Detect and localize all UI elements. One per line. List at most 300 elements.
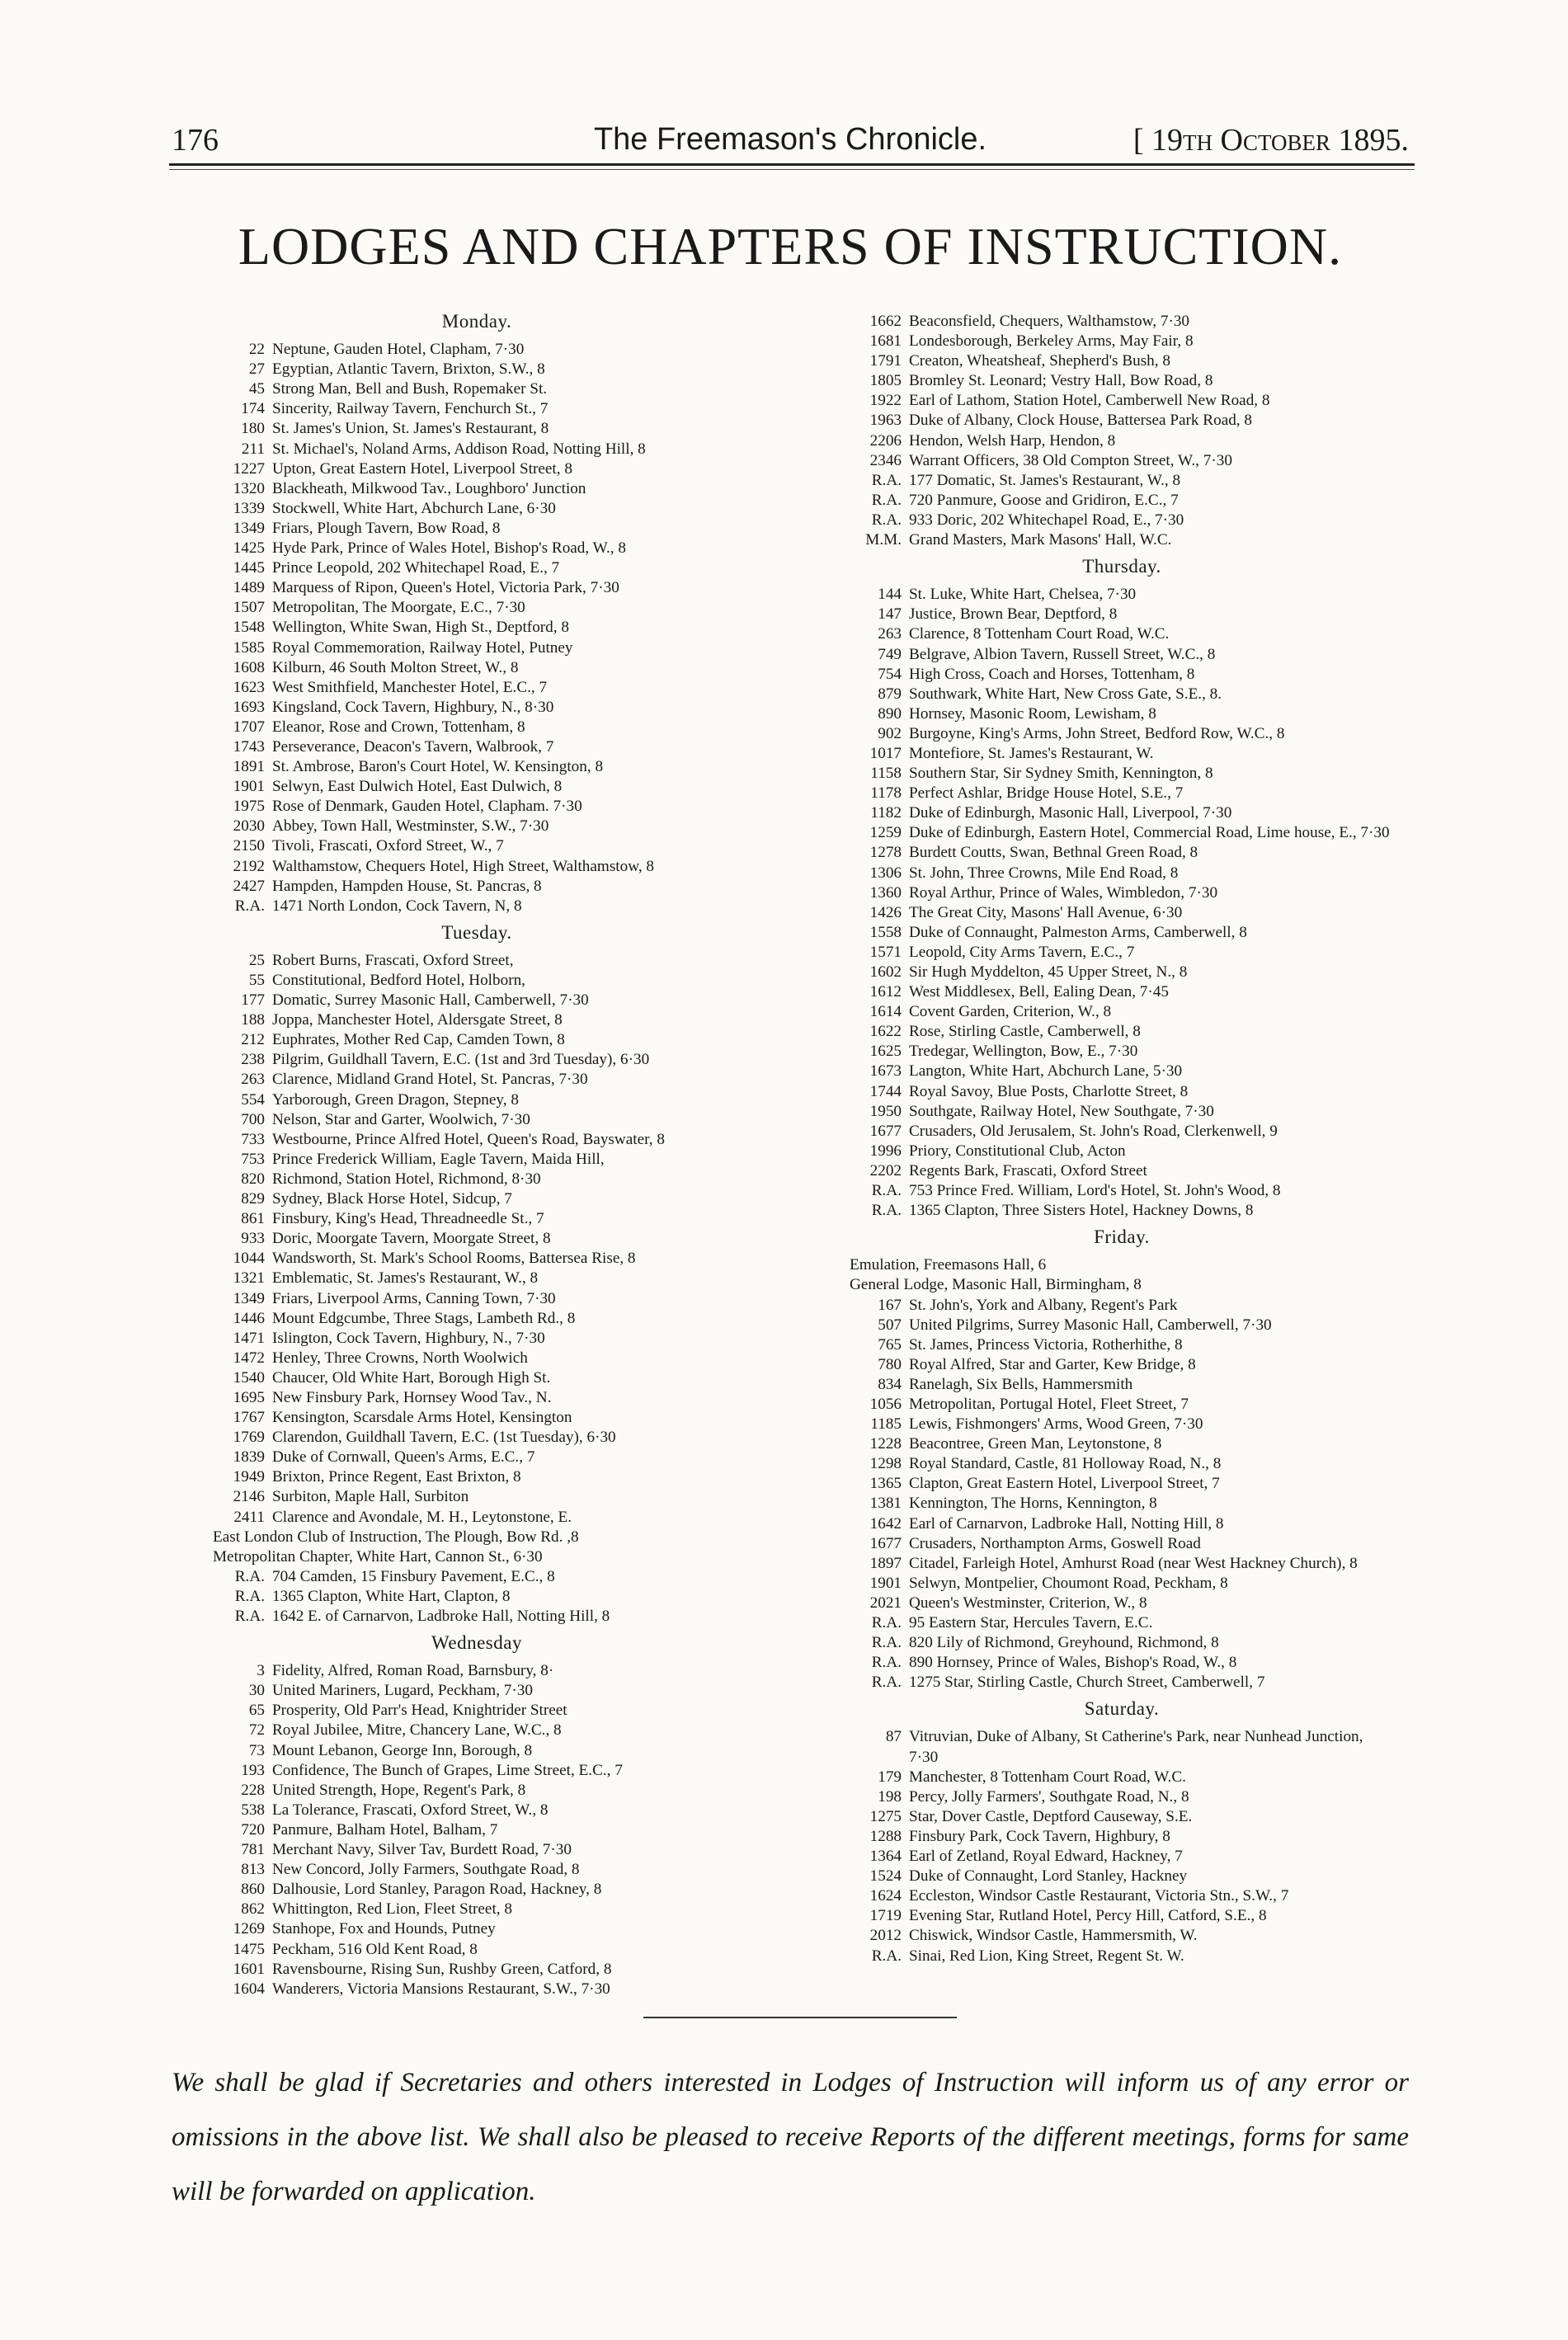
lodge-number: 1673 bbox=[869, 1062, 902, 1081]
lodge-entry bbox=[213, 1840, 741, 1860]
lodge-entry bbox=[213, 379, 741, 399]
lodge-number: 1975 bbox=[233, 798, 265, 816]
page-number: 176 bbox=[172, 123, 219, 158]
lodge-details: Domatic, Surrey Masonic Hall, Camberwell, 7·30 bbox=[272, 991, 589, 1010]
lodge-entry bbox=[850, 665, 1394, 685]
lodge-number: 193 bbox=[241, 1761, 265, 1779]
lodge-number: 1017 bbox=[869, 744, 902, 762]
lodge-entry bbox=[850, 704, 1394, 724]
lodge-details: Clapton, Great Eastern Hotel, Liverpool Street, 7 bbox=[909, 1475, 1220, 1493]
lodge-details: West Smithfield, Manchester Hotel, E.C., 7 bbox=[272, 678, 548, 696]
lodge-details: Belgrave, Albion Tavern, Russell Street, W.C., 8 bbox=[909, 645, 1216, 663]
lodge-details: Ranelagh, Six Bells, Hammersmith bbox=[909, 1375, 1133, 1393]
lodge-number: 1278 bbox=[869, 844, 902, 862]
lodge-details: Kensington, Scarsdale Arms Hotel, Kensington bbox=[272, 1409, 572, 1427]
lodge-entry bbox=[850, 371, 1394, 391]
lodge-number: 781 bbox=[241, 1841, 265, 1859]
lodge-details: Metropolitan, Portugal Hotel, Fleet Street, 7 bbox=[909, 1395, 1189, 1413]
lodge-entry bbox=[213, 1528, 741, 1547]
lodge-number: 862 bbox=[241, 1900, 265, 1919]
lodge-details: Dalhousie, Lord Stanley, Paragon Road, Hackney, 8 bbox=[272, 1881, 602, 1899]
lodge-details: Richmond, Station Hotel, Richmond, 8·30 bbox=[272, 1170, 541, 1188]
lodge-entry bbox=[850, 312, 1394, 332]
lodge-number: 1608 bbox=[233, 658, 265, 676]
lodge-details: Royal Savoy, Blue Posts, Charlotte Street, 8 bbox=[909, 1082, 1189, 1100]
lodge-details: Royal Arthur, Prince of Wales, Wimbledon, 7·30 bbox=[909, 883, 1218, 902]
lodge-entry bbox=[213, 836, 741, 856]
lodge-number: 1349 bbox=[233, 1289, 265, 1307]
lodge-entry bbox=[213, 1860, 741, 1880]
day-heading: Wednesday bbox=[431, 1632, 522, 1654]
lodge-number: 22 bbox=[248, 341, 265, 359]
lodge-number: 733 bbox=[241, 1130, 265, 1148]
lodge-details: Panmure, Balham Hotel, Balham, 7 bbox=[272, 1820, 498, 1839]
lodge-number: 1707 bbox=[233, 718, 265, 736]
lodge-number: 1681 bbox=[869, 332, 902, 351]
lodge-details: Hornsey, Masonic Room, Lewisham, 8 bbox=[909, 704, 1156, 723]
lodge-number: 1056 bbox=[869, 1395, 902, 1413]
lodge-number: 1381 bbox=[869, 1495, 902, 1513]
lodge-entry bbox=[850, 1886, 1394, 1906]
lodge-entry bbox=[850, 923, 1394, 943]
lodge-number: 167 bbox=[878, 1296, 902, 1314]
lodge-details: Clarence, Midland Grand Hotel, St. Pancras, 7·30 bbox=[272, 1071, 588, 1089]
lodge-number: R.A. bbox=[871, 511, 902, 529]
lodge-details: Crusaders, Northampton Arms, Goswell Road bbox=[909, 1534, 1201, 1552]
lodge-number: 65 bbox=[248, 1702, 265, 1720]
lodge-details: Selwyn, Montpelier, Choumont Road, Peckham, 8 bbox=[909, 1574, 1228, 1592]
lodge-entry bbox=[850, 351, 1394, 371]
lodge-details: 1365 Clapton, White Hart, Clapton, 8 bbox=[272, 1587, 511, 1605]
lodge-details: Vitruvian, Duke of Albany, St Catherine's Park, near Nunhead Junction, 7·30 bbox=[909, 1728, 1363, 1766]
lodge-details: Evening Star, Rutland Hotel, Percy Hill, Catford, S.E., 8 bbox=[909, 1907, 1267, 1925]
lodge-number: 1540 bbox=[233, 1368, 265, 1387]
lodge-entry bbox=[213, 618, 741, 638]
lodge-details: Duke of Edinburgh, Eastern Hotel, Commercial Road, Lime house, E., 7·30 bbox=[909, 824, 1390, 842]
right-column bbox=[850, 312, 1394, 1966]
lodge-number: R.A. bbox=[871, 1674, 902, 1692]
lodge-entry bbox=[213, 817, 741, 836]
lodge-entry bbox=[213, 638, 741, 658]
lodge-entry bbox=[850, 1335, 1394, 1355]
lodge-details: United Mariners, Lugard, Peckham, 7·30 bbox=[272, 1682, 533, 1700]
lodge-entry bbox=[213, 1508, 741, 1528]
lodge-entry bbox=[850, 1062, 1394, 1081]
lodge-number: 1360 bbox=[869, 883, 902, 902]
lodge-entry bbox=[850, 1296, 1394, 1316]
lodge-number: 263 bbox=[878, 625, 902, 643]
lodge-number: 25 bbox=[248, 951, 265, 969]
lodge-details: 820 Lily of Richmond, Greyhound, Richmond, 8 bbox=[909, 1634, 1219, 1652]
lodge-entry bbox=[850, 1122, 1394, 1142]
lodge-details: Joppa, Manchester Hotel, Aldersgate Street, 8 bbox=[272, 1011, 563, 1029]
lodge-entry bbox=[213, 857, 741, 877]
lodge-number: 1963 bbox=[869, 412, 902, 430]
lodge-details: Duke of Cornwall, Queen's Arms, E.C., 7 bbox=[272, 1448, 535, 1467]
day-heading: Thursday. bbox=[1082, 556, 1161, 577]
lodge-details: Marquess of Ripon, Queen's Hotel, Victoria Park, 7·30 bbox=[272, 579, 619, 597]
lodge-details: Beaconsfield, Chequers, Walthamstow, 7·30 bbox=[909, 313, 1190, 330]
lodge-number: 2021 bbox=[869, 1594, 902, 1612]
lodge-number: 1625 bbox=[869, 1043, 902, 1061]
lodge-details: The Great City, Masons' Hall Avenue, 6·30 bbox=[909, 903, 1183, 921]
lodge-entry bbox=[850, 511, 1394, 530]
lodge-number: 1471 bbox=[233, 1329, 265, 1347]
lodge-entry bbox=[213, 1170, 741, 1189]
lodge-details: Kilburn, 46 South Molton Street, W., 8 bbox=[272, 658, 519, 676]
lodge-details: Duke of Connaught, Palmeston Arms, Camberwell, 8 bbox=[909, 923, 1247, 941]
lodge-entry bbox=[850, 431, 1394, 451]
day-heading: Tuesday. bbox=[441, 921, 512, 943]
day-heading: Friday. bbox=[1094, 1226, 1150, 1248]
lodge-number: 180 bbox=[241, 420, 265, 438]
lodge-entry bbox=[213, 897, 741, 916]
lodge-number: 45 bbox=[248, 380, 265, 398]
lodge-number: 238 bbox=[241, 1051, 265, 1069]
lodge-details: Mount Edgcumbe, Three Stags, Lambeth Rd., 8 bbox=[272, 1309, 576, 1327]
lodge-entry bbox=[850, 1082, 1394, 1102]
lodge-number: 1321 bbox=[233, 1269, 265, 1288]
lodge-entry bbox=[213, 479, 741, 499]
lodge-entry bbox=[213, 1209, 741, 1229]
page-header bbox=[172, 122, 1409, 160]
lodge-number: R.A. bbox=[871, 491, 902, 509]
lodge-number: 1695 bbox=[233, 1388, 265, 1406]
lodge-details: Eleanor, Rose and Crown, Tottenham, 8 bbox=[272, 718, 525, 736]
lodge-details: Fidelity, Alfred, Roman Road, Barnsbury, 8· bbox=[272, 1662, 554, 1680]
lodge-entry bbox=[213, 539, 741, 558]
lodge-entry bbox=[850, 1727, 1394, 1767]
lodge-details: Southgate, Railway Hotel, New Southgate, 7·30 bbox=[909, 1102, 1214, 1120]
lodge-details: St. Luke, White Hart, Chelsea, 7·30 bbox=[909, 586, 1137, 604]
lodge-entry bbox=[850, 784, 1394, 803]
lodge-details: Rose, Stirling Castle, Camberwell, 8 bbox=[909, 1023, 1141, 1041]
lodge-number: 1601 bbox=[233, 1960, 265, 1978]
lodge-details: Hampden, Hampden House, St. Pancras, 8 bbox=[272, 877, 542, 895]
lodge-number: 902 bbox=[878, 724, 902, 742]
lodge-entry bbox=[213, 678, 741, 698]
lodge-details: Stockwell, White Hart, Abchurch Lane, 6·30 bbox=[272, 499, 556, 517]
lodge-number: 1269 bbox=[233, 1920, 265, 1938]
left-column bbox=[213, 312, 741, 1999]
lodge-entry bbox=[213, 1448, 741, 1467]
lodge-number: 1901 bbox=[233, 778, 265, 796]
lodge-number: 554 bbox=[241, 1090, 265, 1109]
lodge-entry bbox=[213, 459, 741, 479]
lodge-details: Perfect Ashlar, Bridge House Hotel, S.E., 7 bbox=[909, 784, 1184, 803]
lodge-entry bbox=[850, 624, 1394, 644]
lodge-number: 1719 bbox=[869, 1907, 902, 1925]
lodge-entry bbox=[213, 1721, 741, 1740]
lodge-number: 1693 bbox=[233, 698, 265, 716]
lodge-details: Percy, Jolly Farmers', Southgate Road, N., 8 bbox=[909, 1787, 1189, 1806]
lodge-details: Clarendon, Guildhall Tavern, E.C. (1st Tuesday), 6·30 bbox=[272, 1429, 616, 1447]
lodge-number: 1227 bbox=[233, 459, 265, 478]
lodge-entry bbox=[213, 1781, 741, 1801]
lodge-number: 188 bbox=[241, 1011, 265, 1029]
lodge-details: Friars, Liverpool Arms, Canning Town, 7·30 bbox=[272, 1289, 556, 1307]
lodge-details: Royal Commemoration, Railway Hotel, Putney bbox=[272, 638, 573, 657]
lodge-details: Royal Alfred, Star and Garter, Kew Bridge, 8 bbox=[909, 1355, 1196, 1373]
lodge-details: Whittington, Red Lion, Fleet Street, 8 bbox=[272, 1900, 512, 1919]
lodge-entry bbox=[850, 1827, 1394, 1847]
lodge-details: Chaucer, Old White Hart, Borough High St. bbox=[272, 1368, 551, 1387]
lodge-number: 1949 bbox=[233, 1468, 265, 1486]
lodge-details: Westbourne, Prince Alfred Hotel, Queen's Road, Bayswater, 8 bbox=[272, 1130, 665, 1148]
lodge-details: Perseverance, Deacon's Tavern, Walbrook, 7 bbox=[272, 737, 554, 756]
lodge-entry bbox=[850, 491, 1394, 511]
lodge-entry bbox=[850, 724, 1394, 744]
lodge-details: Peckham, 516 Old Kent Road, 8 bbox=[272, 1940, 478, 1958]
lodge-details: Ravensbourne, Rising Sun, Rushby Green, Catford, 8 bbox=[272, 1960, 612, 1978]
lodge-entry bbox=[213, 1090, 741, 1110]
lodge-number: 174 bbox=[241, 400, 265, 418]
lodge-number: 1677 bbox=[869, 1534, 902, 1552]
lodge-entry bbox=[213, 499, 741, 519]
lodge-details: Creaton, Wheatsheaf, Shepherd's Bush, 8 bbox=[909, 352, 1170, 370]
lodge-details: Duke of Connaught, Lord Stanley, Hackney bbox=[909, 1867, 1188, 1886]
lodge-entry bbox=[213, 1701, 741, 1721]
lodge-entry bbox=[850, 963, 1394, 982]
lodge-entry bbox=[850, 1867, 1394, 1886]
lodge-details: Blackheath, Milkwood Tav., Loughboro' Junction bbox=[272, 479, 586, 497]
lodge-entry bbox=[850, 1633, 1394, 1653]
lodge-details: 1275 Star, Stirling Castle, Church Street, Camberwell, 7 bbox=[909, 1674, 1265, 1692]
lodge-details: Sinai, Red Lion, King Street, Regent St. W. bbox=[909, 1947, 1184, 1965]
lodge-number: 1158 bbox=[870, 765, 902, 783]
lodge-number: R.A. bbox=[871, 1947, 902, 1965]
lodge-details: 720 Panmure, Goose and Gridiron, E.C., 7 bbox=[909, 491, 1179, 509]
lodge-number: 834 bbox=[878, 1375, 902, 1393]
lodge-details: 933 Doric, 202 Whitechapel Road, E., 7·30 bbox=[909, 511, 1184, 529]
lodge-number: 1228 bbox=[869, 1435, 902, 1453]
lodge-entry bbox=[213, 1130, 741, 1150]
lodge-number: 861 bbox=[241, 1210, 265, 1228]
lodge-number: 1365 bbox=[869, 1475, 902, 1493]
lodge-details: Crusaders, Old Jerusalem, St. John's Road, Clerkenwell, 9 bbox=[909, 1122, 1278, 1140]
lodge-number: 1472 bbox=[233, 1349, 265, 1367]
lodge-details: Finsbury, King's Head, Threadneedle St., 7 bbox=[272, 1210, 544, 1228]
lodge-entry bbox=[213, 440, 741, 459]
lodge-details: Justice, Brown Bear, Deptford, 8 bbox=[909, 605, 1118, 624]
lodge-number: 1185 bbox=[870, 1415, 902, 1434]
lodge-details: West Middlesex, Bell, Ealing Dean, 7·45 bbox=[909, 983, 1169, 1001]
lodge-details: Confidence, The Bunch of Grapes, Lime Street, E.C., 7 bbox=[272, 1761, 623, 1779]
lodge-number: 1602 bbox=[869, 963, 902, 981]
lodge-number: 1288 bbox=[869, 1827, 902, 1845]
lodge-details: New Finsbury Park, Hornsey Wood Tav., N. bbox=[272, 1388, 552, 1406]
lodge-details: La Tolerance, Frascati, Oxford Street, W., 8 bbox=[272, 1801, 549, 1819]
lodge-details: 1471 North London, Cock Tavern, N, 8 bbox=[272, 897, 522, 915]
header-rule-thin bbox=[169, 169, 1415, 170]
lodge-number: 538 bbox=[241, 1801, 265, 1819]
lodge-details: Grand Masters, Mark Masons' Hall, W.C. bbox=[909, 531, 1172, 549]
lodge-details: United Pilgrims, Surrey Masonic Hall, Camberwell, 7·30 bbox=[909, 1316, 1272, 1334]
lodge-number: R.A. bbox=[871, 1614, 902, 1631]
lodge-entry bbox=[213, 1368, 741, 1388]
lodge-entry bbox=[213, 1487, 741, 1507]
lodge-entry bbox=[850, 645, 1394, 665]
lodge-entry bbox=[213, 1880, 741, 1900]
lodge-details: Beacontree, Green Man, Leytonstone, 8 bbox=[909, 1435, 1162, 1453]
lodge-entry bbox=[850, 883, 1394, 903]
lodge-number: 813 bbox=[241, 1861, 265, 1879]
lodge-details: Priory, Constitutional Club, Acton bbox=[909, 1142, 1126, 1160]
lodge-entry bbox=[850, 1947, 1394, 1966]
lodge-entry bbox=[213, 1408, 741, 1428]
lodge-entry bbox=[850, 1594, 1394, 1613]
footer-notice: We shall be glad if Secretaries and others interested in Lodges of Instruction will inform us of any error or omissions in the above list. We shall also be pleased to receive Reports of the different meetings, forms for same will be forwarded on application. bbox=[172, 2068, 1409, 2206]
lodge-details: Sydney, Black Horse Hotel, Sidcup, 7 bbox=[272, 1190, 512, 1208]
lodge-entry bbox=[213, 1189, 741, 1209]
lodge-number: 1259 bbox=[869, 824, 902, 842]
lodge-details: Emblematic, St. James's Restaurant, W., 8 bbox=[272, 1269, 539, 1288]
lodge-number: 1548 bbox=[233, 619, 265, 637]
lodge-number: 753 bbox=[241, 1150, 265, 1168]
lodge-details: Metropolitan Chapter, White Hart, Cannon St., 6·30 bbox=[213, 1547, 543, 1565]
lodge-details: Royal Jubilee, Mitre, Chancery Lane, W.C., 8 bbox=[272, 1721, 562, 1740]
lodge-entry bbox=[213, 1801, 741, 1820]
lodge-number: 507 bbox=[878, 1316, 902, 1334]
lodge-entry bbox=[213, 1428, 741, 1448]
lodge-entry bbox=[213, 1070, 741, 1090]
lodge-details: Mount Lebanon, George Inn, Borough, 8 bbox=[272, 1741, 533, 1759]
lodge-details: Finsbury Park, Cock Tavern, Highbury, 8 bbox=[909, 1827, 1170, 1845]
lodge-number: 1507 bbox=[233, 599, 265, 617]
lodge-details: 753 Prince Fred. William, Lord's Hotel, St. John's Wood, 8 bbox=[909, 1182, 1281, 1200]
lodge-details: Kennington, The Horns, Kennington, 8 bbox=[909, 1495, 1157, 1513]
lodge-details: Langton, White Hart, Abchurch Lane, 5·30 bbox=[909, 1062, 1183, 1081]
lodge-number: 1614 bbox=[869, 1003, 902, 1021]
lodge-entry bbox=[213, 340, 741, 360]
lodge-number: 1489 bbox=[233, 579, 265, 597]
lodge-entry bbox=[850, 1787, 1394, 1807]
lodge-entry bbox=[213, 1567, 741, 1587]
lodge-number: 1364 bbox=[869, 1848, 902, 1866]
lodge-entry bbox=[850, 451, 1394, 471]
lodge-entry bbox=[213, 558, 741, 578]
lodge-entry bbox=[850, 605, 1394, 624]
lodge-details: Londesborough, Berkeley Arms, May Fair, 8 bbox=[909, 332, 1194, 351]
lodge-number: 1839 bbox=[233, 1448, 265, 1467]
lodge-details: Manchester, 8 Tottenham Court Road, W.C. bbox=[909, 1768, 1186, 1786]
lodge-number: 1743 bbox=[233, 737, 265, 756]
lodge-details: St. Michael's, Noland Arms, Addison Road, Notting Hill, 8 bbox=[272, 440, 646, 458]
lodge-entry bbox=[213, 1030, 741, 1050]
lodge-details: Strong Man, Bell and Bush, Ropemaker St. bbox=[272, 380, 548, 398]
lodge-number: 211 bbox=[241, 440, 265, 458]
lodge-number: R.A. bbox=[871, 1654, 902, 1672]
lodge-number: 1922 bbox=[869, 392, 902, 410]
lodge-entry bbox=[850, 1161, 1394, 1181]
lodge-entry bbox=[213, 1110, 741, 1130]
lodge-entry bbox=[213, 1349, 741, 1368]
lodge-number: 1624 bbox=[869, 1887, 902, 1905]
lodge-number: 3 bbox=[257, 1662, 265, 1680]
lodge-number: 1349 bbox=[233, 519, 265, 537]
lodge-number: 1791 bbox=[869, 352, 902, 370]
lodge-entry bbox=[213, 519, 741, 539]
lodge-details: High Cross, Coach and Horses, Tottenham, 8 bbox=[909, 665, 1195, 683]
lodge-details: St. John, Three Crowns, Mile End Road, 8 bbox=[909, 864, 1179, 882]
lodge-details: Islington, Cock Tavern, Highbury, N., 7·30 bbox=[272, 1329, 545, 1347]
lodge-details: United Strength, Hope, Regent's Park, 8 bbox=[272, 1781, 526, 1799]
lodge-entry bbox=[213, 797, 741, 817]
lodge-number: 1677 bbox=[869, 1122, 902, 1140]
lodge-details: Hendon, Welsh Harp, Hendon, 8 bbox=[909, 431, 1116, 450]
lodge-entry bbox=[213, 1467, 741, 1487]
lodge-details: 890 Hornsey, Prince of Wales, Bishop's Road, W., 8 bbox=[909, 1654, 1237, 1672]
lodge-entry bbox=[850, 685, 1394, 704]
lodge-entry bbox=[213, 951, 741, 971]
lodge-details: Leopold, City Arms Tavern, E.C., 7 bbox=[909, 943, 1135, 961]
lodge-number: R.A. bbox=[871, 1634, 902, 1652]
lodge-details: Chiswick, Windsor Castle, Hammersmith, W. bbox=[909, 1927, 1198, 1945]
lodge-number: 2206 bbox=[869, 431, 902, 450]
lodge-details: Egyptian, Atlantic Tavern, Brixton, S.W., 8 bbox=[272, 360, 545, 379]
lodge-number: 1891 bbox=[233, 758, 265, 776]
lodge-entry bbox=[850, 1375, 1394, 1395]
lodge-number: R.A. bbox=[234, 1587, 265, 1605]
lodge-entry bbox=[213, 578, 741, 598]
lodge-number: 1182 bbox=[870, 804, 902, 822]
lodge-details: Earl of Lathom, Station Hotel, Camberwell New Road, 8 bbox=[909, 392, 1270, 410]
lodge-number: 2346 bbox=[869, 451, 902, 469]
lodge-entry bbox=[213, 1960, 741, 1980]
lodge-details: Clarence and Avondale, M. H., Leytonstone, E. bbox=[272, 1508, 572, 1526]
lodge-details: Tredegar, Wellington, Bow, E., 7·30 bbox=[909, 1043, 1138, 1061]
lodge-number: 1558 bbox=[869, 923, 902, 941]
lodge-entry bbox=[213, 1150, 741, 1170]
lodge-number: 1044 bbox=[233, 1250, 265, 1268]
lodge-entry bbox=[850, 764, 1394, 784]
lodge-number: 212 bbox=[241, 1031, 265, 1049]
lodge-details: Clarence, 8 Tottenham Court Road, W.C. bbox=[909, 625, 1170, 643]
lodge-number: 73 bbox=[248, 1741, 265, 1759]
lodge-entry bbox=[213, 1661, 741, 1681]
lodge-details: Kingsland, Cock Tavern, Highbury, N., 8·30 bbox=[272, 698, 554, 716]
lodge-entry bbox=[850, 823, 1394, 843]
lodge-entry bbox=[850, 1355, 1394, 1375]
lodge-entry bbox=[213, 737, 741, 757]
lodge-number: 1446 bbox=[233, 1309, 265, 1327]
lodge-number: 829 bbox=[241, 1190, 265, 1208]
lodge-details: Constitutional, Bedford Hotel, Holborn, bbox=[272, 972, 525, 989]
lodge-entry bbox=[213, 1050, 741, 1070]
lodge-entry bbox=[850, 1807, 1394, 1827]
lodge-number: 1445 bbox=[233, 559, 265, 577]
lodge-number: 1306 bbox=[869, 864, 902, 882]
journal-title: The Freemason's Chronicle. bbox=[593, 122, 987, 157]
lodge-entry bbox=[850, 391, 1394, 411]
lodge-details: Doric, Moorgate Tavern, Moorgate Street, 8 bbox=[272, 1230, 551, 1248]
lodge-details: Royal Standard, Castle, 81 Holloway Road, N., 8 bbox=[909, 1455, 1222, 1473]
lodge-details: Bromley St. Leonard; Vestry Hall, Bow Road, 8 bbox=[909, 372, 1213, 390]
lodge-entry bbox=[850, 903, 1394, 923]
lodge-details: Duke of Edinburgh, Masonic Hall, Liverpool, 7·30 bbox=[909, 804, 1232, 822]
lodge-entry bbox=[213, 1587, 741, 1607]
lodge-number: 179 bbox=[878, 1768, 902, 1786]
lodge-entry bbox=[850, 803, 1394, 823]
lodge-entry bbox=[213, 757, 741, 777]
lodge-entry bbox=[850, 332, 1394, 351]
lodge-number: 2192 bbox=[233, 857, 265, 875]
lodge-entry bbox=[213, 419, 741, 439]
lodge-details: Pilgrim, Guildhall Tavern, E.C. (1st and 3rd Tuesday), 6·30 bbox=[272, 1051, 650, 1069]
lodge-entry bbox=[850, 1673, 1394, 1693]
lodge-number: 1901 bbox=[869, 1574, 902, 1592]
lodge-entry bbox=[850, 1514, 1394, 1534]
